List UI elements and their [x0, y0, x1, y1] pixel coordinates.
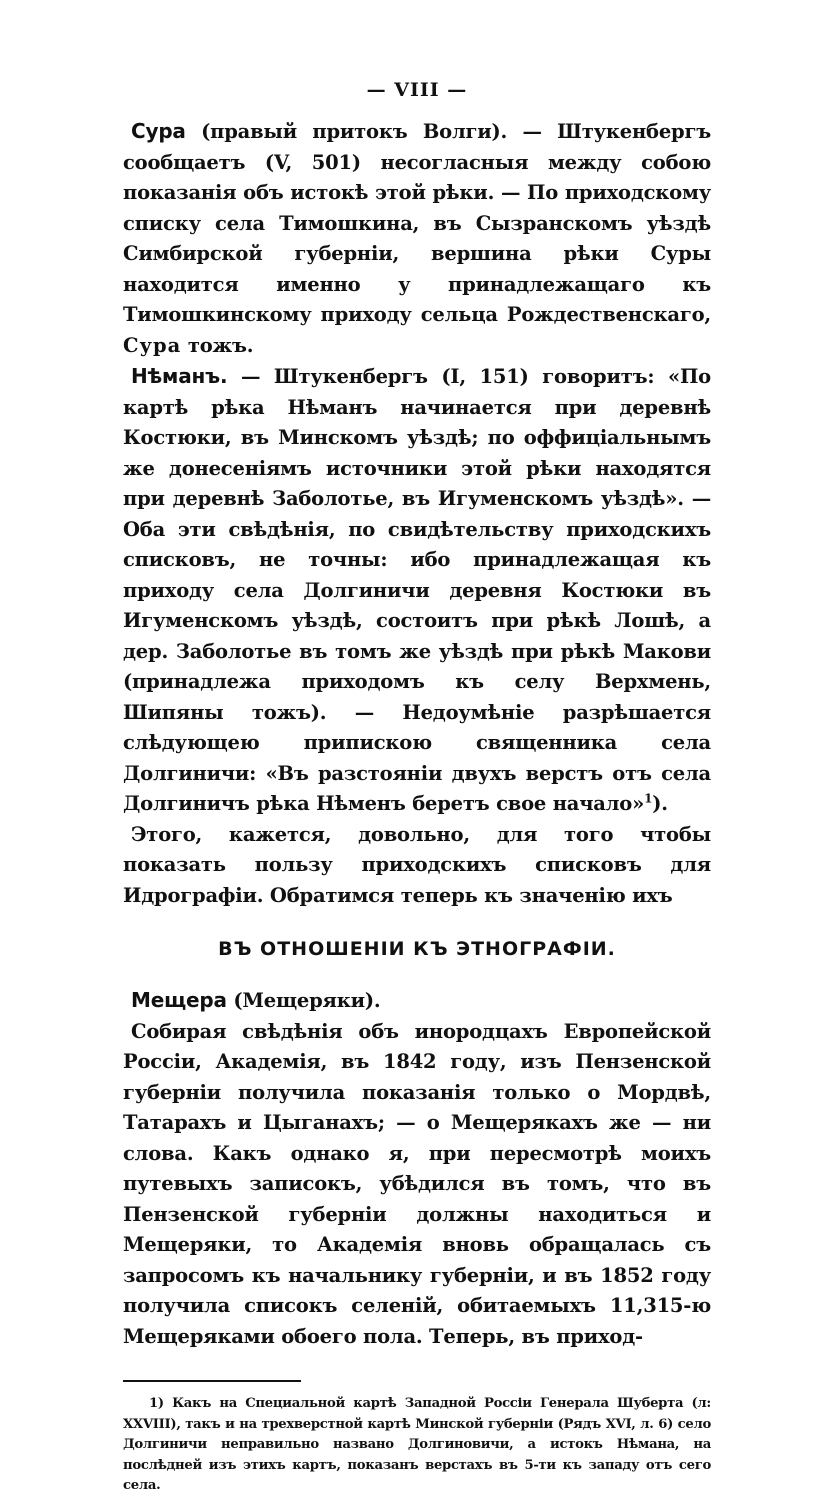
- neman-text-2: ).: [652, 792, 668, 815]
- meshchera-subtitle: (Мещеряки).: [226, 989, 381, 1012]
- heading-sura: Сура: [131, 119, 186, 143]
- footnote-mark: 1: [644, 791, 653, 806]
- section-title: ВЪ ОТНОШЕНІИ КЪ ЭТНОГРАФІИ.: [218, 938, 616, 960]
- paragraph-neman: [123, 361, 711, 820]
- document-page: [123, 78, 711, 1497]
- footnote-divider: [123, 1380, 301, 1382]
- page-number: — VIII —: [366, 79, 468, 101]
- heading-meshchera: Мещера: [131, 988, 227, 1012]
- heading-neman: Нѣманъ.: [131, 364, 228, 388]
- sura-text-2: тожъ.: [181, 333, 254, 357]
- paragraph-sura: [123, 116, 711, 361]
- footnote: 1) Какъ на Специальной картѣ Западной Россіи Генерала Шуберта (л: XXVIII), такъ и на трехверстной картѣ Минской губерніи (Рядъ XVI, л. 6) село Долгиничи неправильно названо Долгиновичи, а истокъ Нѣмана, на послѣдней изъ этихъ картъ, показанъ верстахъ въ 5-ти къ западу отъ сего села.: [123, 1396, 711, 1493]
- sura-text-1: (правый притокъ Волги). — Штукенбергъ сообщаетъ (V, 501) несогласныя между собою показанія объ истокѣ этой рѣки. — По приходскому списку села Тимошкина, въ Сызранскомъ уѣздѣ Симбирской губерніи, вершина рѣки Суры находится именно у принадлежащаго къ Тимошкинскому приходу сельца Рождественскаго,: [123, 120, 711, 326]
- paragraph-meshchera-heading: [123, 985, 711, 1017]
- sura-smallcaps: Сура: [123, 333, 182, 357]
- neman-text-1: — Штукенбергъ (I, 151) говоритъ: «По картѣ рѣка Нѣманъ начинается при деревнѣ Костюки, въ Минскомъ уѣздѣ; по оффиціальнымъ же донесеніямъ источники этой рѣки находятся при деревнѣ Заболотье, въ Игуменскомъ уѣздѣ». — Оба эти свѣдѣнія, по свидѣтельству приходскихъ списковъ, не точны: ибо принадлежащая къ приходу села Долгиничи деревня Костюки въ Игуменскомъ уѣздѣ, состоитъ при рѣкѣ Лошѣ, а дер. Заболотье въ томъ же уѣздѣ при рѣкѣ Макови (принадлежа приходомъ къ селу Верхмень, Шипяны тожъ). — Недоумѣніе разрѣшается слѣдующею припискою священника села Долгиничи: «Въ разстояніи двухъ верстъ отъ села Долгиничъ рѣка Нѣменъ беретъ свое начало»: [123, 365, 711, 815]
- paragraph-body: Собирая свѣдѣнія объ инородцахъ Европейской Россіи, Академія, въ 1842 году, изъ Пензенской губерніи получила показанія только о Мордвѣ, Татарахъ и Цыганахъ; — о Мещерякахъ же — ни слова. Какъ однако я, при пересмотрѣ моихъ путевыхъ записокъ, убѣдился въ томъ, что въ Пензенской губерніи должны находиться и Мещеряки, то Академія вновь обращалась съ запросомъ къ начальнику губерніи, и въ 1852 году получила списокъ селеній, обитаемыхъ 11,315-ю Мещеряками обоего пола. Теперь, въ приход-: [123, 1019, 711, 1348]
- paragraph-transition: Этого, кажется, довольно, для того чтобы показать пользу приходскихъ списковъ для Идрографіи. Обратимся теперь къ значенію ихъ: [123, 822, 711, 907]
